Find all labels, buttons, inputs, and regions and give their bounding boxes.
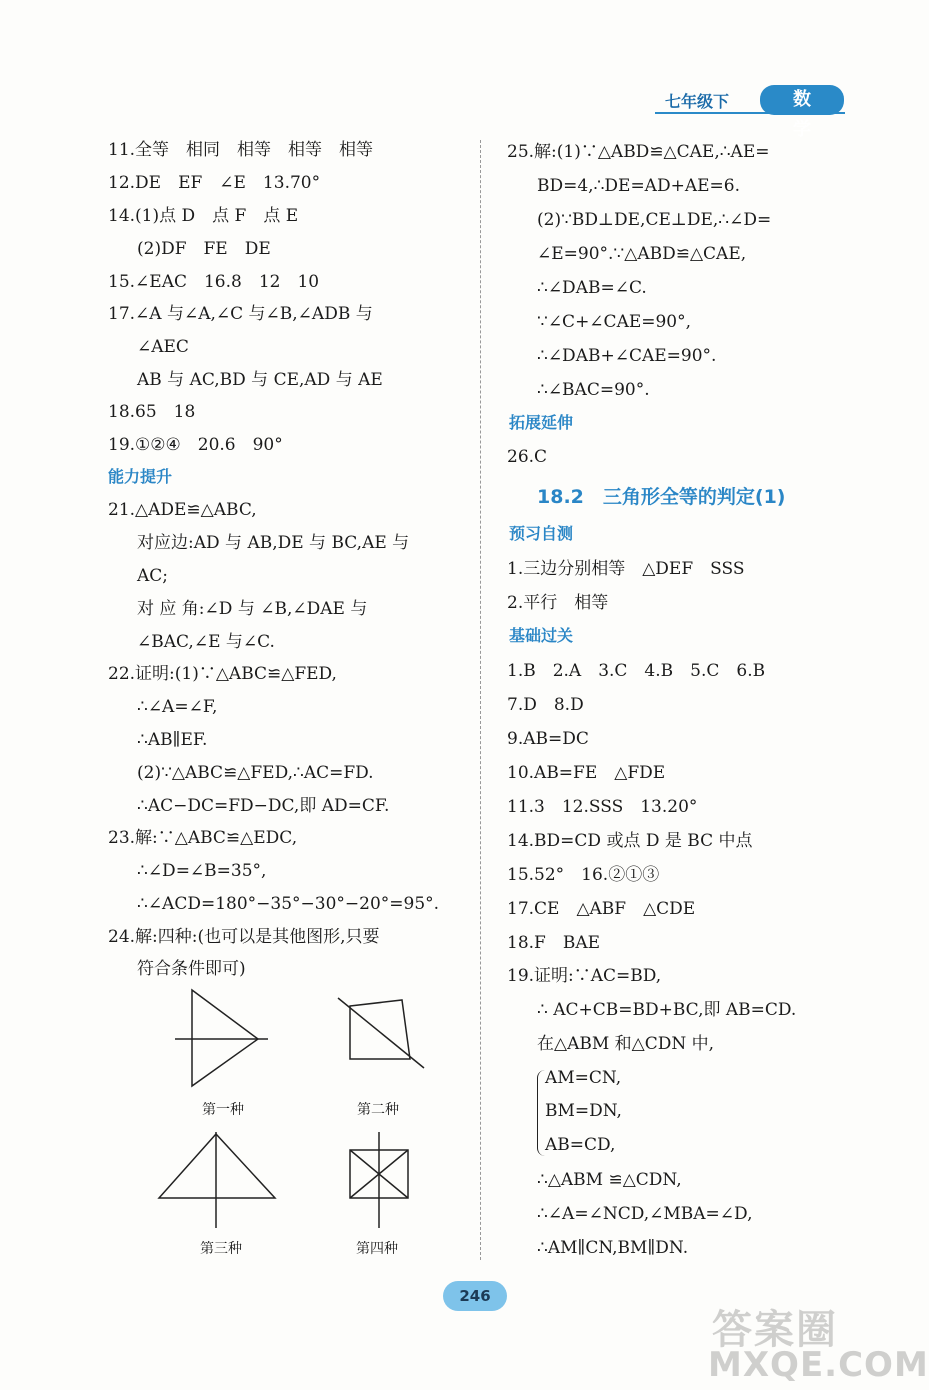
answer-line: ∵∠C+∠CAE=90°, <box>537 312 692 332</box>
answer-line: 14.BD=CD 或点 D 是 BC 中点 <box>507 831 753 851</box>
chapter-title: 18.2 三角形全等的判定(1) <box>537 486 786 508</box>
section-heading-extension: 拓展延伸 <box>509 413 574 432</box>
answer-line: 14.(1)点 D 点 F 点 E <box>108 206 299 226</box>
answer-line: (2)∵BD⊥DE,CE⊥DE,∴∠D= <box>537 210 772 230</box>
answer-line: 在△ABM 和△CDN 中, <box>537 1034 715 1054</box>
answer-line: ∴∠BAC=90°. <box>537 380 650 400</box>
answer-line: 15.∠EAC 16.8 12 10 <box>108 272 320 292</box>
answer-line: ∴ AC+CB=BD+BC,即 AB=CD. <box>537 1000 797 1020</box>
answer-line: ∴AC−DC=FD−DC,即 AD=CF. <box>137 796 390 816</box>
answer-line: BM=DN, <box>545 1101 622 1121</box>
header-grade: 七年级下 <box>665 92 730 111</box>
answer-line: 19.证明:∵AC=BD, <box>507 966 662 986</box>
section-heading-basic: 基础过关 <box>509 626 574 645</box>
answer-line: ∠E=90°.∵△ABD≌△CAE, <box>537 244 747 264</box>
answer-line: 对应边:AD 与 AB,DE 与 BC,AE 与 <box>137 533 410 553</box>
answer-line: 26.C <box>507 447 548 467</box>
answer-line: 1.三边分别相等 △DEF SSS <box>507 559 745 579</box>
answer-line: ∴∠ACD=180°−35°−30°−20°=95°. <box>137 894 440 914</box>
answer-line: 符合条件即可) <box>137 959 246 979</box>
figure-caption-3: 第三种 <box>200 1241 242 1257</box>
figure-caption-4: 第四种 <box>356 1241 398 1257</box>
answer-line: ∴∠A=∠NCD,∠MBA=∠D, <box>537 1204 753 1224</box>
answer-line: ∴AB∥EF. <box>137 730 208 750</box>
answer-line: 18.65 18 <box>108 402 196 422</box>
answer-line: 7.D 8.D <box>507 695 584 715</box>
header-rule <box>655 112 845 114</box>
figure-type-3 <box>153 1130 283 1232</box>
answer-line: 10.AB=FE △FDE <box>507 763 666 783</box>
section-heading-preview: 预习自测 <box>509 524 574 543</box>
answer-line: 15.52° 16.②①③ <box>507 865 660 885</box>
answer-line: 21.△ADE≌△ABC, <box>108 500 257 520</box>
answer-line: 23.解:∵△ABC≌△EDC, <box>108 828 298 848</box>
answer-line: 对 应 角:∠D 与 ∠B,∠DAE 与 <box>137 599 368 619</box>
answer-line: 17.∠A 与∠A,∠C 与∠B,∠ADB 与 <box>108 304 373 324</box>
answer-line: 12.DE EF ∠E 13.70° <box>108 173 321 193</box>
answer-line: 19.①②④ 20.6 90° <box>108 435 283 455</box>
figure-type-2 <box>334 993 429 1073</box>
answer-line: 18.F BAE <box>507 933 601 953</box>
answer-line: ∴△ABM ≌△CDN, <box>537 1170 682 1190</box>
watermark-logo: 答案圈 <box>712 1307 838 1353</box>
answer-line: ∴∠DAB+∠CAE=90°. <box>537 346 717 366</box>
page-number: 246 <box>443 1281 507 1311</box>
answer-line: 1.B 2.A 3.C 4.B 5.C 6.B <box>507 661 766 681</box>
answer-line: 22.证明:(1)∵△ABC≌△FED, <box>108 664 337 684</box>
figure-caption-2: 第二种 <box>357 1102 399 1118</box>
answer-line: ∴∠DAB=∠C. <box>537 278 647 298</box>
answer-line: ∠BAC,∠E 与∠C. <box>137 632 275 652</box>
answer-line: AB 与 AC,BD 与 CE,AD 与 AE <box>137 370 383 390</box>
answer-line: (2)∵△ABC≌△FED,∴AC=FD. <box>137 763 374 783</box>
column-divider <box>480 140 481 1260</box>
answer-line: 25.解:(1)∵△ABD≌△CAE,∴AE= <box>507 142 770 162</box>
figure-caption-1: 第一种 <box>202 1102 244 1118</box>
figure-type-4 <box>344 1130 414 1232</box>
answer-line: ∠AEC <box>137 337 189 357</box>
answer-line: 9.AB=DC <box>507 729 589 749</box>
answer-line: (2)DF FE DE <box>137 239 271 259</box>
answer-line: 11.全等 相同 相等 相等 相等 <box>108 140 374 160</box>
watermark-url: MXQE.COM <box>708 1345 929 1385</box>
answer-line: BD=4,∴DE=AD+AE=6. <box>537 176 740 196</box>
answer-line: ∴∠D=∠B=35°, <box>137 861 267 881</box>
answer-line: 24.解:四种:(也可以是其他图形,只要 <box>108 927 380 947</box>
header-subject-badge: 数 学 <box>760 85 844 115</box>
section-heading-ability: 能力提升 <box>108 467 173 486</box>
answer-line: ∴AM∥CN,BM∥DN. <box>537 1238 689 1258</box>
answer-line: 2.平行 相等 <box>507 593 609 613</box>
answer-line: 11.3 12.SSS 13.20° <box>507 797 698 817</box>
answer-line: ∴∠A=∠F, <box>137 697 218 717</box>
answer-line: AB=CD, <box>545 1135 616 1155</box>
answer-line: 17.CE △ABF △CDE <box>507 899 696 919</box>
answer-line: AM=CN, <box>545 1068 622 1088</box>
figure-type-1 <box>170 985 270 1090</box>
answer-line: AC; <box>137 566 169 586</box>
